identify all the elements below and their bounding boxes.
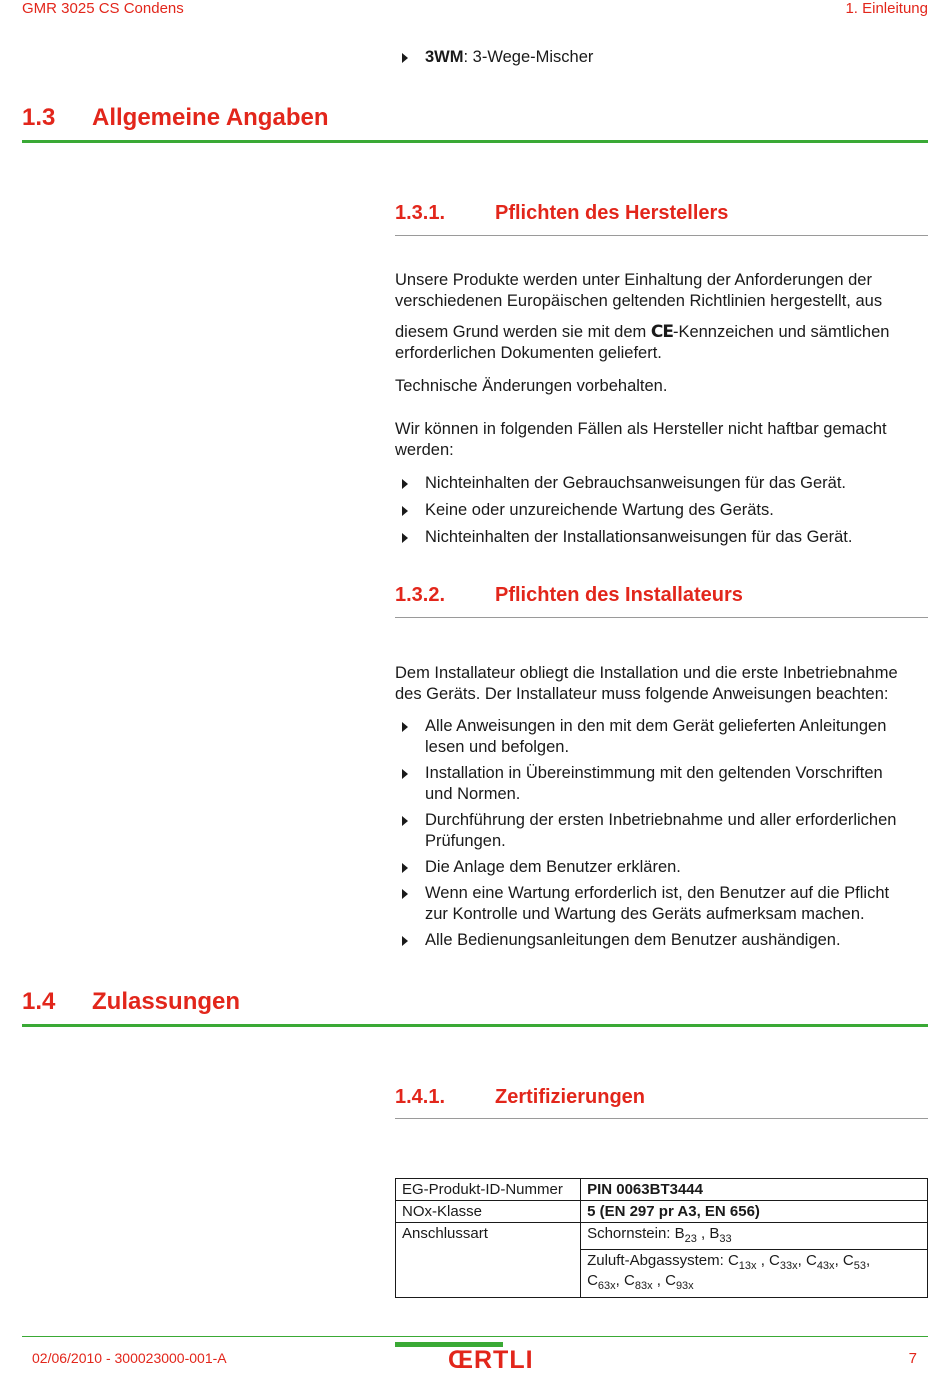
text-fragment: , B xyxy=(696,1225,720,1242)
text-line: Dem Installateur obliegt die Installation und die erste Inbetriebnahme xyxy=(395,664,898,682)
list-item-text: Keine oder unzureichende Wartung des Geräts. xyxy=(425,501,774,519)
subsection-heading-1-3-2 xyxy=(395,584,743,607)
list-item-text: Nichteinhalten der Gebrauchsanweisungen für das Gerät. xyxy=(425,474,846,492)
table-cell-label: Anschlussart xyxy=(396,1223,581,1298)
list-item-text: Installation in Übereinstimmung mit den geltenden Vorschriften xyxy=(425,764,883,782)
list-item xyxy=(395,47,593,68)
abbreviation-meaning: : 3-Wege-Mischer xyxy=(463,48,594,66)
paragraph-installer xyxy=(395,663,935,705)
text-fragment: diesem Grund werden sie mit dem xyxy=(395,323,651,341)
bullet-triangle-icon xyxy=(402,863,408,873)
subsection-number: 1.4.1. xyxy=(395,1086,446,1108)
certification-table xyxy=(395,1178,928,1298)
list-item-text: Durchführung der ersten Inbetriebnahme und aller erforderlichen xyxy=(425,811,897,829)
gray-rule xyxy=(395,235,928,236)
subsection-number: 1.3.1. xyxy=(395,202,446,224)
bullet-triangle-icon xyxy=(402,816,408,826)
text-line: werden: xyxy=(395,441,454,459)
list-item xyxy=(395,930,935,951)
text-line: Unsere Produkte werden unter Einhaltung der Anforderungen der xyxy=(395,271,872,289)
list-item xyxy=(395,527,935,548)
gray-rule xyxy=(395,617,928,618)
list-item xyxy=(395,473,935,494)
list-item-text: Prüfungen. xyxy=(425,832,506,850)
bullet-triangle-icon xyxy=(402,936,408,946)
list-item-text: Alle Anweisungen in den mit dem Gerät gelieferten Anleitungen xyxy=(425,717,887,735)
subscript: 33x xyxy=(779,1259,798,1272)
section-heading-1-3 xyxy=(22,104,328,132)
table-cell-value: PIN 0063BT3444 xyxy=(581,1179,928,1201)
footer-date-docnumber: 02/06/2010 - 300023000-001-A xyxy=(32,1350,227,1366)
table-cell-value: 5 (EN 297 pr A3, EN 656) xyxy=(581,1201,928,1223)
footer-rule xyxy=(22,1336,928,1337)
section-heading-1-4 xyxy=(22,988,240,1016)
text-line: Wir können in folgenden Fällen als Hersteller nicht haftbar gemacht xyxy=(395,420,887,438)
subscript: 33 xyxy=(719,1233,732,1245)
subsection-heading-1-4-1 xyxy=(395,1086,645,1109)
bullet-triangle-icon xyxy=(402,506,408,516)
green-rule xyxy=(22,1024,928,1027)
oertli-logo: ŒRTLI xyxy=(448,1346,534,1374)
bullet-triangle-icon xyxy=(402,889,408,899)
bullet-triangle-icon xyxy=(402,533,408,543)
text-line xyxy=(395,322,935,343)
list-item-text: Wenn eine Wartung erforderlich ist, den Benutzer auf die Pflicht xyxy=(425,884,890,902)
list-liability xyxy=(395,473,935,548)
paragraph-manufacturer xyxy=(395,270,935,364)
subscript: 83x xyxy=(634,1279,653,1292)
text-line: des Geräts. Der Installateur muss folgende Anweisungen beachten: xyxy=(395,685,889,703)
list-installer xyxy=(395,716,935,951)
section-number: 1.4 xyxy=(22,988,56,1015)
subscript: 23 xyxy=(684,1233,697,1245)
subsection-title: Pflichten des Herstellers xyxy=(495,202,729,224)
list-item-text: Nichteinhalten der Installationsanweisungen für das Gerät. xyxy=(425,528,853,546)
subscript: 13x xyxy=(738,1259,757,1272)
page-number: 7 xyxy=(908,1350,917,1367)
list-item xyxy=(395,883,935,925)
table-row xyxy=(396,1223,928,1250)
subsection-heading-1-3-1 xyxy=(395,202,728,225)
header-document-title: GMR 3025 CS Condens xyxy=(22,0,184,17)
list-item-text: lesen und befolgen. xyxy=(425,738,570,756)
list-item xyxy=(395,810,935,852)
green-rule xyxy=(22,140,928,143)
bullet-triangle-icon xyxy=(402,479,408,489)
section-title: Allgemeine Angaben xyxy=(92,104,329,131)
list-item xyxy=(395,500,935,521)
section-title: Zulassungen xyxy=(92,988,241,1015)
text-line: erforderlichen Dokumenten geliefert. xyxy=(395,344,662,362)
text-fragment: Zuluft-Abgassystem: C xyxy=(587,1251,739,1269)
bullet-triangle-icon xyxy=(402,722,408,732)
subsection-title: Zertifizierungen xyxy=(495,1086,646,1108)
bullet-triangle-icon xyxy=(402,53,408,63)
gray-rule xyxy=(395,1118,928,1119)
text-fragment: -Kennzeichen und sämtlichen xyxy=(672,323,890,341)
bullet-triangle-icon xyxy=(402,769,408,779)
table-cell-value xyxy=(581,1223,928,1250)
ce-mark-icon: CE xyxy=(650,322,673,342)
section-number: 1.3 xyxy=(22,104,56,131)
paragraph-liability xyxy=(395,419,935,461)
table-row xyxy=(396,1179,928,1201)
text-line: verschiedenen Europäischen geltenden Richtlinien hergestellt, aus xyxy=(395,292,883,310)
table-row xyxy=(396,1201,928,1223)
list-item-text: Die Anlage dem Benutzer erklären. xyxy=(425,858,681,876)
table-cell-value: Zuluft-Abgassystem: $C_{13x}$ , $C_{33x}$, $C_{43x}$, $C_{53}$, $C_{63x}$, $C_{83x}$ , $C_{93x}$ xyxy=(581,1249,928,1297)
header-chapter: 1. Einleitung xyxy=(845,0,928,17)
list-item-text: zur Kontrolle und Wartung des Geräts aufmerksam machen. xyxy=(425,905,865,923)
subscript: 93x xyxy=(675,1279,694,1292)
subscript: 53 xyxy=(853,1259,866,1272)
list-item-text: und Normen. xyxy=(425,785,521,803)
table-cell-label: NOx-Klasse xyxy=(396,1201,581,1223)
list-item xyxy=(395,716,935,758)
list-item xyxy=(395,763,935,805)
subscript: 63x xyxy=(597,1279,616,1292)
subsection-number: 1.3.2. xyxy=(395,584,446,606)
list-item-text: Alle Bedienungsanleitungen dem Benutzer aushändigen. xyxy=(425,931,841,949)
abbreviation: 3WM xyxy=(425,48,464,66)
text-fragment: Schornstein: B xyxy=(587,1225,685,1242)
table-cell-label: EG-Produkt-ID-Nummer xyxy=(396,1179,581,1201)
list-item xyxy=(395,857,935,878)
paragraph-changes: Technische Änderungen vorbehalten. xyxy=(395,377,668,395)
subsection-title: Pflichten des Installateurs xyxy=(495,584,743,606)
subscript: 43x xyxy=(816,1259,835,1272)
